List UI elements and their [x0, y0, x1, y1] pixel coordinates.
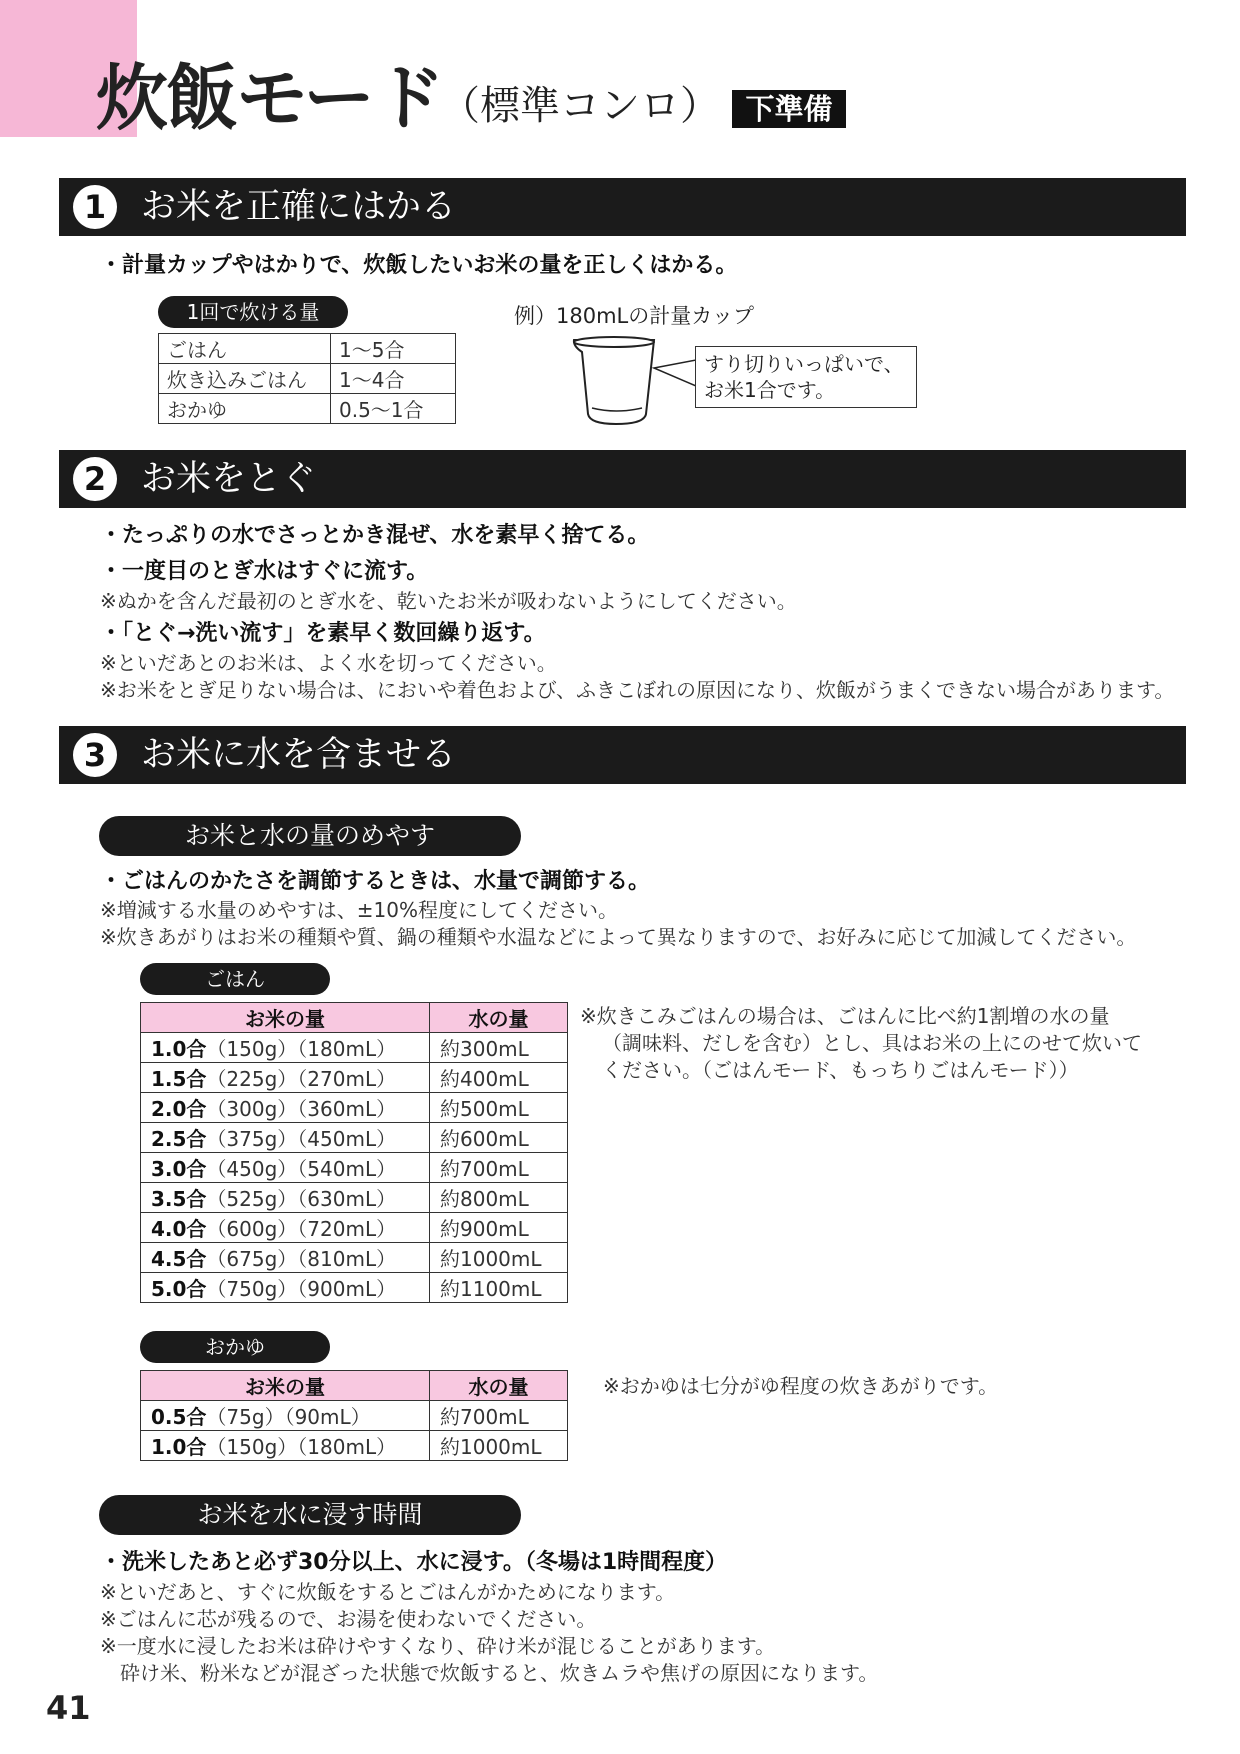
table-row — [159, 394, 456, 424]
rice-amount-cell — [141, 1123, 430, 1153]
bullet-text: ・ごはんのかたさを調節するときは、水量で調節する。 — [100, 869, 651, 894]
rice-amount-cell — [141, 1243, 430, 1273]
rice-amount-cell — [141, 1183, 430, 1213]
rice-detail: （525g）（630mL） — [206, 1187, 397, 1211]
capacity-value: 0.5〜1合 — [331, 394, 456, 424]
water-amount: 約1100mL — [430, 1273, 568, 1303]
gohan-label: ごはん — [140, 963, 330, 995]
table-row — [141, 1123, 568, 1153]
rice-detail: （750g）（900mL） — [206, 1277, 397, 1301]
capacity-value: 1〜4合 — [331, 364, 456, 394]
okayu-label: おかゆ — [140, 1331, 330, 1363]
table-row — [141, 1153, 568, 1183]
subheading-pill: お米を水に浸す時間 — [99, 1495, 521, 1535]
rice-go: 4.0合 — [151, 1217, 207, 1241]
column-header: お米の量 — [141, 1003, 430, 1033]
table-row — [159, 364, 456, 394]
page-title: 炊飯モード — [96, 56, 444, 140]
rice-amount-cell — [141, 1431, 430, 1461]
bullet-text: ・たっぷりの水でさっとかき混ぜ、水を素早く捨てる。 — [100, 523, 650, 548]
table-header-row — [141, 1003, 568, 1033]
table-row — [141, 1183, 568, 1213]
callout-line: すり切りいっぱいで、 — [704, 352, 904, 376]
capacity-name: 炊き込みごはん — [159, 364, 331, 394]
rice-go: 1.5合 — [151, 1067, 207, 1091]
rice-detail: （225g）（270mL） — [206, 1067, 397, 1091]
water-amount: 約1000mL — [430, 1243, 568, 1273]
rice-amount-cell — [141, 1401, 430, 1431]
table-row — [141, 1431, 568, 1461]
rice-go: 1.0合 — [151, 1037, 207, 1061]
rice-detail: （600g）（720mL） — [206, 1217, 397, 1241]
bullet-text: ・洗米したあと必ず30分以上、水に浸す。（冬場は1時間程度） — [100, 1550, 728, 1575]
subheading-pill: お米と水の量のめやす — [99, 816, 521, 856]
note-text: ※増減する水量のめやすは、±10%程度にしてください。 — [100, 898, 618, 922]
rice-go: 4.5合 — [151, 1247, 207, 1271]
rice-go: 3.5合 — [151, 1187, 207, 1211]
table-row — [141, 1213, 568, 1243]
rice-amount-cell — [141, 1033, 430, 1063]
rice-go: 2.5合 — [151, 1127, 207, 1151]
water-amount: 約700mL — [430, 1153, 568, 1183]
table-row — [141, 1243, 568, 1273]
rice-detail: （150g）（180mL） — [206, 1037, 397, 1061]
page-number: 41 — [46, 1689, 91, 1727]
capacity-name: おかゆ — [159, 394, 331, 424]
section-title: お米を正確にはかる — [141, 187, 457, 227]
note-text: ※炊きあがりはお米の種類や質、鍋の種類や水温などによって異なりますので、お好みに応じて加減してください。 — [100, 925, 1137, 949]
note-text: ※ごはんに芯が残るので、お湯を使わないでください。 — [100, 1607, 597, 1631]
table-row — [141, 1401, 568, 1431]
water-amount: 約800mL — [430, 1183, 568, 1213]
table-row — [141, 1033, 568, 1063]
prep-badge: 下準備 — [732, 90, 846, 128]
water-amount: 約400mL — [430, 1063, 568, 1093]
callout-line: お米1合です。 — [704, 378, 836, 402]
capacity-value: 1〜5合 — [331, 334, 456, 364]
column-header: 水の量 — [430, 1003, 568, 1033]
bullet-text: ・「とぐ→洗い流す」を素早く数回繰り返す。 — [100, 621, 546, 646]
bullet-text: ・一度目のとぎ水はすぐに流す。 — [100, 559, 429, 584]
bullet-text: ・計量カップやはかりで、炊飯したいお米の量を正しくはかる。 — [100, 253, 738, 278]
table-row — [141, 1273, 568, 1303]
note-text: ※ぬかを含んだ最初のとぎ水を、乾いたお米が吸わないようにしてください。 — [100, 589, 797, 613]
rice-detail: （675g）（810mL） — [206, 1247, 397, 1271]
note-line: ※炊きこみごはんの場合は、ごはんに比べ約1割増の水の量 — [580, 1004, 1110, 1028]
rice-amount-cell — [141, 1093, 430, 1123]
capacity-label: 1回で炊ける量 — [158, 296, 348, 328]
section-title: お米に水を含ませる — [141, 735, 457, 775]
rice-detail: （450g）（540mL） — [206, 1157, 397, 1181]
note-text: ※お米をとぎ足りない場合は、においや着色および、ふきこぼれの原因になり、炊飯がうまくできない場合があります。 — [100, 678, 1175, 702]
section-2-header — [59, 450, 1186, 508]
capacity-table — [158, 333, 456, 424]
callout-box — [695, 346, 917, 408]
rice-amount-cell — [141, 1063, 430, 1093]
rice-detail: （300g）（360mL） — [206, 1097, 397, 1121]
rice-amount-cell — [141, 1153, 430, 1183]
rice-detail: （150g）（180mL） — [206, 1435, 397, 1459]
rice-go: 2.0合 — [151, 1097, 207, 1121]
section-number: 3 — [73, 733, 117, 777]
note-text: ※といだあとのお米は、よく水を切ってください。 — [100, 651, 557, 675]
note-text: 砕け米、粉米などが混ざった状態で炊飯すると、炊きムラや焦げの原因になります。 — [120, 1661, 879, 1685]
gohan-water-table — [140, 1002, 568, 1303]
column-header: お米の量 — [141, 1371, 430, 1401]
page-subtitle: （標準コンロ） — [440, 83, 720, 129]
rice-detail: （375g）（450mL） — [206, 1127, 397, 1151]
water-amount: 約300mL — [430, 1033, 568, 1063]
okayu-note: ※おかゆは七分がゆ程度の炊きあがりです。 — [603, 1374, 999, 1398]
water-amount: 約1000mL — [430, 1431, 568, 1461]
column-header: 水の量 — [430, 1371, 568, 1401]
gohan-note — [580, 1003, 1142, 1084]
capacity-name: ごはん — [159, 334, 331, 364]
okayu-water-table — [140, 1370, 568, 1461]
rice-go: 3.0合 — [151, 1157, 207, 1181]
section-number: 2 — [73, 457, 117, 501]
rice-detail: （75g）（90mL） — [206, 1405, 371, 1429]
section-number: 1 — [73, 185, 117, 229]
table-row — [159, 334, 456, 364]
water-amount: 約500mL — [430, 1093, 568, 1123]
rice-go: 1.0合 — [151, 1435, 207, 1459]
note-line: ください。（ごはんモード、もっちりごはんモード）） — [602, 1058, 1079, 1082]
table-row — [141, 1063, 568, 1093]
section-1-header — [59, 178, 1186, 236]
note-text: ※一度水に浸したお米は砕けやすくなり、砕け米が混じることがあります。 — [100, 1634, 776, 1658]
rice-amount-cell — [141, 1213, 430, 1243]
water-amount: 約700mL — [430, 1401, 568, 1431]
section-title: お米をとぐ — [141, 459, 317, 499]
note-line: （調味料、だしを含む）とし、具はお米の上にのせて炊いて — [602, 1031, 1142, 1055]
rice-go: 0.5合 — [151, 1405, 207, 1429]
table-header-row — [141, 1371, 568, 1401]
rice-amount-cell — [141, 1273, 430, 1303]
rice-go: 5.0合 — [151, 1277, 207, 1301]
note-text: ※といだあと、すぐに炊飯をするとごはんがかためになります。 — [100, 1580, 676, 1604]
section-3-header — [59, 726, 1186, 784]
water-amount: 約900mL — [430, 1213, 568, 1243]
water-amount: 約600mL — [430, 1123, 568, 1153]
measuring-cup-icon — [568, 334, 703, 429]
table-row — [141, 1093, 568, 1123]
example-label: 例）180mLの計量カップ — [514, 304, 755, 328]
